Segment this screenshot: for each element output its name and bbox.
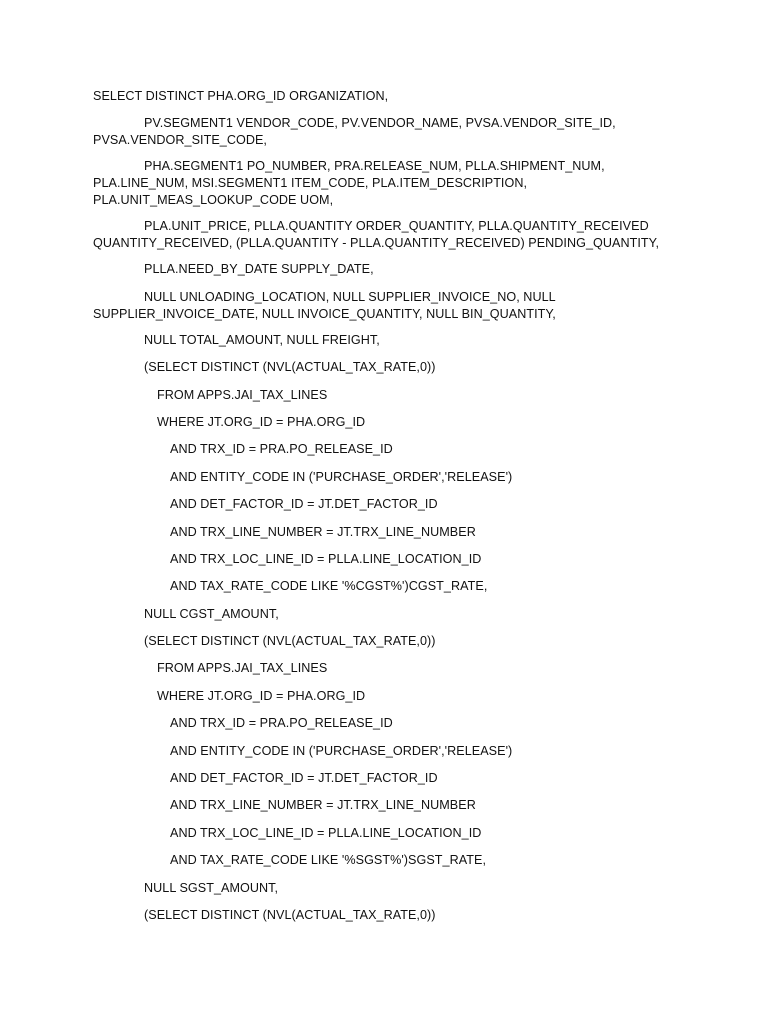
sql-line: PV.SEGMENT1 VENDOR_CODE, PV.VENDOR_NAME, PVSA.VENDOR_SITE_ID, PVSA.VENDOR_SITE_CODE,	[93, 116, 616, 148]
sql-line: FROM APPS.JAI_TAX_LINES	[157, 387, 328, 402]
sql-line: AND TRX_LINE_NUMBER = JT.TRX_LINE_NUMBER	[170, 798, 476, 813]
sql-line: FROM APPS.JAI_TAX_LINES	[157, 661, 328, 676]
sql-line: AND TRX_LOC_LINE_ID = PLLA.LINE_LOCATION_ID	[170, 825, 482, 840]
sql-line: WHERE JT.ORG_ID = PHA.ORG_ID	[157, 688, 366, 703]
sql-line: AND TAX_RATE_CODE LIKE '%CGST%')CGST_RATE,	[170, 579, 488, 594]
sql-line: AND DET_FACTOR_ID = JT.DET_FACTOR_ID	[170, 771, 438, 786]
sql-line: AND ENTITY_CODE IN ('PURCHASE_ORDER','RELEASE')	[170, 469, 513, 484]
sql-line: SELECT DISTINCT PHA.ORG_ID ORGANIZATION,	[93, 89, 389, 103]
sql-line: AND ENTITY_CODE IN ('PURCHASE_ORDER','RELEASE')	[170, 743, 513, 758]
sql-line: PHA.SEGMENT1 PO_NUMBER, PRA.RELEASE_NUM, PLLA.SHIPMENT_NUM, PLA.LINE_NUM, MSI.SEGMENT1 ITEM_CODE, PLA.ITEM_DESCRIPTION, PLA.UNIT_MEAS_LOOKUP_CODE UOM,	[93, 159, 605, 208]
sql-line: AND TRX_ID = PRA.PO_RELEASE_ID	[170, 716, 393, 731]
sql-line: NULL UNLOADING_LOCATION, NULL SUPPLIER_INVOICE_NO, NULL SUPPLIER_INVOICE_DATE, NULL INVOICE_QUANTITY, NULL BIN_QUANTITY,	[93, 289, 556, 321]
sql-line: NULL SGST_AMOUNT,	[144, 880, 279, 895]
sql-line: AND TAX_RATE_CODE LIKE '%SGST%')SGST_RATE,	[170, 853, 486, 868]
sql-line: PLLA.NEED_BY_DATE SUPPLY_DATE,	[144, 262, 374, 277]
sql-line: PLA.UNIT_PRICE, PLLA.QUANTITY ORDER_QUANTITY, PLLA.QUANTITY_RECEIVED QUANTITY_RECEIVED, (PLLA.QUANTITY - PLLA.QUANTITY_RECEIVED) PENDING_QUANTITY,	[93, 219, 660, 251]
sql-line: (SELECT DISTINCT (NVL(ACTUAL_TAX_RATE,0))	[144, 634, 436, 649]
sql-line: AND TRX_LOC_LINE_ID = PLLA.LINE_LOCATION_ID	[170, 551, 482, 566]
sql-line: WHERE JT.ORG_ID = PHA.ORG_ID	[157, 414, 366, 429]
sql-line: (SELECT DISTINCT (NVL(ACTUAL_TAX_RATE,0))	[144, 907, 436, 922]
sql-text-block	[93, 88, 693, 934]
sql-line: NULL TOTAL_AMOUNT, NULL FREIGHT,	[144, 332, 380, 347]
sql-line: (SELECT DISTINCT (NVL(ACTUAL_TAX_RATE,0))	[144, 360, 436, 375]
sql-line: AND TRX_ID = PRA.PO_RELEASE_ID	[170, 442, 393, 457]
sql-line: NULL CGST_AMOUNT,	[144, 606, 279, 621]
sql-line: AND DET_FACTOR_ID = JT.DET_FACTOR_ID	[170, 497, 438, 512]
sql-line: AND TRX_LINE_NUMBER = JT.TRX_LINE_NUMBER	[170, 524, 476, 539]
